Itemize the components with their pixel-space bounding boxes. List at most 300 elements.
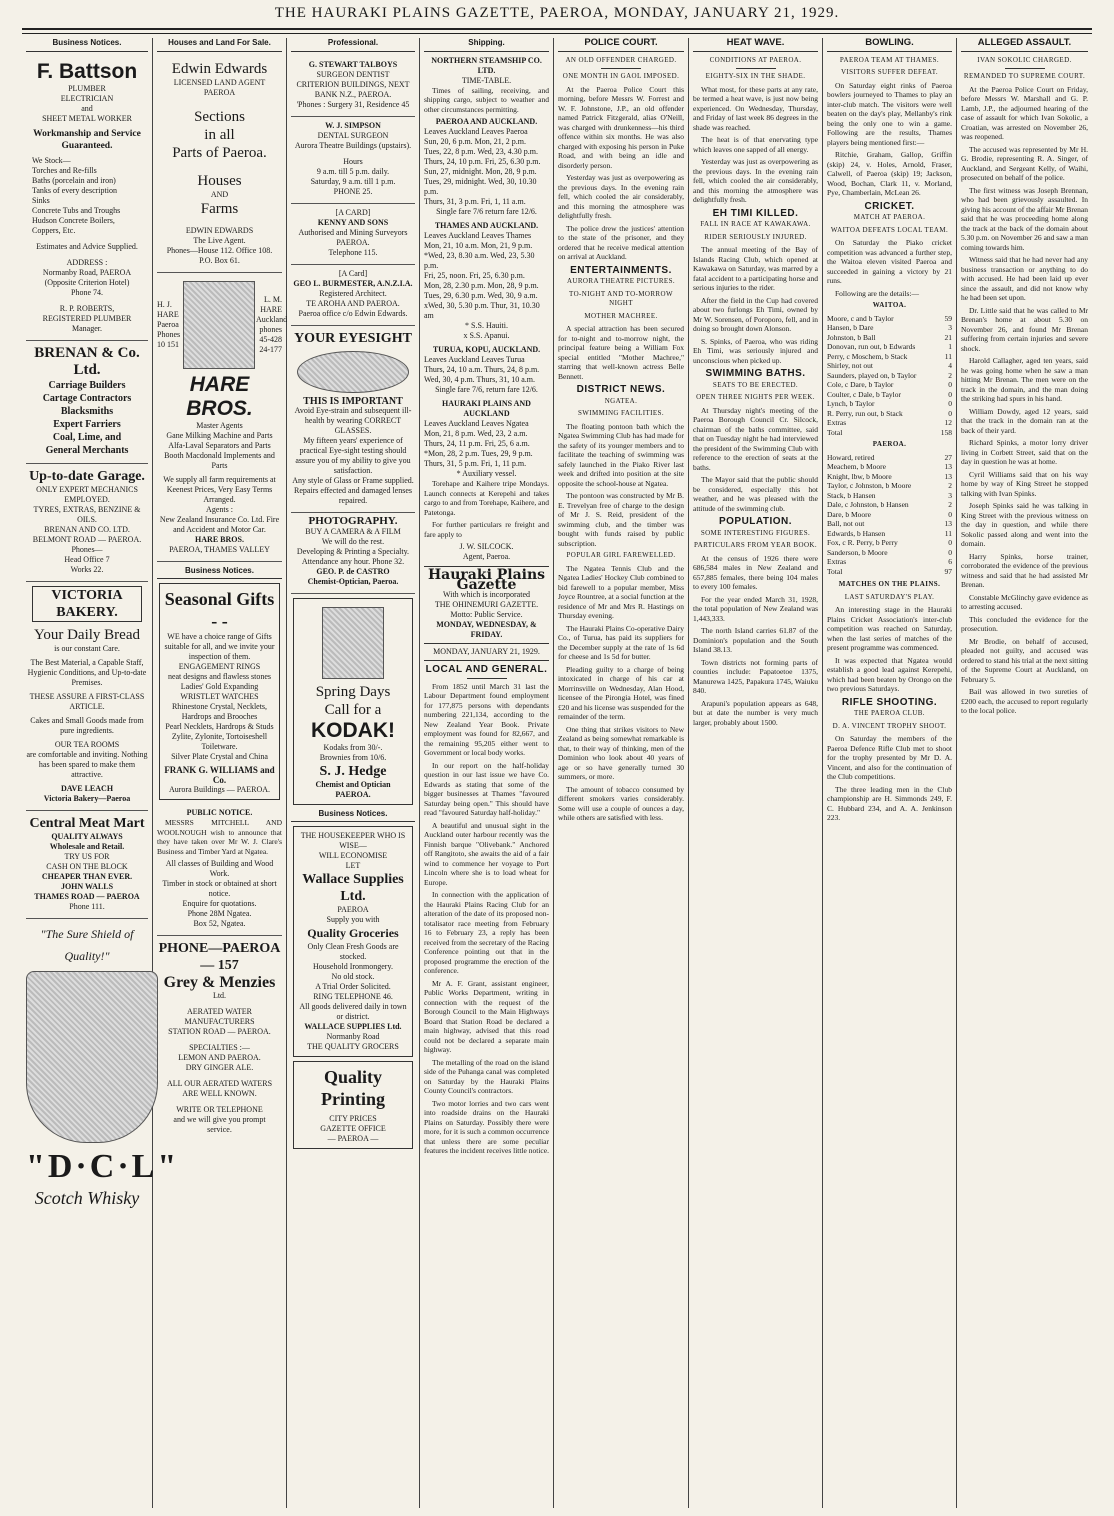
scorecard-row	[827, 418, 952, 428]
runs: 13	[944, 462, 952, 471]
scorecard-row	[827, 481, 952, 491]
route-row: Thurs, 24, 10 p.m. Fri, 25, 6.30 p.m.	[424, 157, 541, 166]
runs: 2	[948, 370, 952, 380]
runs: 97	[944, 566, 952, 576]
route-fare: Single fare 7/6 return fare 12/6.	[436, 207, 537, 216]
article-subhead: LAST SATURDAY'S PLAY.	[844, 592, 935, 601]
runs: 12	[944, 418, 952, 427]
garage-line: ONLY EXPERT MECHANICS EMPLOYED.	[36, 484, 138, 504]
hare-brand: HARE BROS.	[186, 372, 253, 420]
grey-line: LEMON AND PAEROA.	[178, 1053, 261, 1062]
article-paragraph: Two motor lorries and two cars went into roadside drains on the Hauraki Plains on Saturday. Possibly there were more, for it is such a common occurrence that unless there are some peculiar features the incident receives little notice.	[424, 1098, 549, 1155]
scorecard-row	[827, 323, 952, 333]
bakery-ad	[26, 582, 148, 811]
edwards-sig: EDWIN EDWARDS	[185, 225, 254, 235]
route-row: *Wed, 23, 8.30 a.m. Wed, 23, 5.30 p.m.	[424, 251, 535, 270]
article-paragraph: The amount of tobacco consumed by different smokers varies considerably. Some will use a couple of ounces a day, while others are satisfied with less.	[558, 784, 684, 822]
column-header: Houses and Land For Sale.	[157, 38, 282, 52]
article-subhead: EIGHTY-SIX IN THE SHADE.	[705, 72, 806, 80]
article-paragraph: Witness said that he had never had any business transaction or anything to do with accused. He had been laid up ever since the assault, and did not know why he had been set upon.	[961, 255, 1088, 302]
runs: 3	[948, 490, 952, 500]
wallace-line: All goods delivered daily in town or district.	[299, 1002, 407, 1021]
battson-stock-item: Coppers, Etc.	[32, 225, 76, 235]
garage-line: Works 22.	[70, 564, 104, 574]
grey-line: MANUFACTURERS	[184, 1017, 255, 1026]
grey-line: SPECIALTIES :—	[189, 1043, 250, 1052]
edwards-title: LICENSED LAND AGENT	[173, 77, 266, 87]
photo-sub: Chemist-Optician, Paeroa.	[307, 576, 399, 586]
article-paragraph: The floating pontoon bath which the Ngatea Swimming Club has had made for the safety of its younger members and to facilitate the teaching of swimming was safely launched in the Piako River last week and drifted into position at the site opposite the school-house at Ngatea.	[558, 421, 684, 488]
scorecard-row	[827, 472, 952, 482]
article-subhead: NGATEA.	[604, 396, 638, 405]
seasonal-item: Zylite, Zylonite, Tortoiseshell Toiletware.	[171, 732, 268, 751]
route-cols: Leaves Auckland Leaves Turua	[424, 355, 525, 364]
article-paragraph: Following are the details:—	[835, 288, 919, 298]
article-paragraph: Bail was allowed in two sureties of £200 each, the accused to report regularly to the local police.	[961, 687, 1088, 715]
batsman: Cole, c Dare, b Taylor	[827, 380, 894, 389]
wallace-line: THE HOUSEKEEPER WHO IS WISE—	[300, 831, 406, 850]
scorecard-row	[827, 352, 952, 362]
article-paragraph: The pontoon was constructed by Mr B. E. Trevelyan free of charge to the design of Mr J. S. Reid, president of the swimming club, and the timber was bought with funds raised by public subscription.	[558, 491, 684, 548]
route-row: Tues, 29, midnight. Wed, 30, 10.30 p.m.	[424, 177, 537, 196]
scorecard-row	[827, 390, 952, 400]
kenny-line: PAEROA.	[336, 237, 370, 247]
runs: 0	[948, 380, 952, 389]
article-subhead: VISITORS SUFFER DEFEAT.	[840, 68, 939, 76]
route-row: Thurs, 24, 11 p.m. Fri, 25, 6 a.m.	[424, 439, 530, 448]
grey-line: service.	[207, 1125, 232, 1134]
column-header: Shipping.	[424, 38, 549, 52]
separator	[1005, 68, 1045, 69]
garage-line: TYRES, EXTRAS, BENZINE & OILS.	[33, 504, 141, 524]
article-subhead: MATCHES ON THE PLAINS.	[838, 580, 941, 588]
runs: 0	[948, 408, 952, 418]
batsman: Coulter, c Dale, b Taylor	[827, 389, 902, 399]
article-paragraph: The three leading men in the Club championship are H. Simmonds 249, F. C. Hubbard 234, and A. A. Jenkinson 223.	[827, 784, 952, 822]
article-paragraph: The police drew the justices' attention to the state of the prisoner, and they ordered that he receive medical attention on arrival at Auckland.	[558, 223, 684, 261]
runs: 2	[948, 481, 952, 490]
edwards-name: Edwin Edwards	[171, 60, 268, 77]
masthead-rule-thin	[22, 33, 1092, 34]
scorecard-row	[827, 342, 952, 352]
section-heading: ENTERTAINMENTS.	[570, 264, 672, 276]
runs: 4	[948, 361, 952, 370]
batsman: Lynch, b Taylor	[827, 399, 875, 408]
batsman: Hansen, b Dare	[827, 323, 874, 332]
route-row: Fri, 25, noon. Fri, 25, 6.30 p.m.	[424, 271, 525, 280]
runs: 59	[944, 313, 952, 323]
scorecard-waitoa	[827, 314, 952, 438]
battson-ad	[26, 56, 148, 341]
route-title: PAEROA AND AUCKLAND.	[435, 117, 538, 126]
scorecard-row	[827, 491, 952, 501]
battson-phone: Phone 74.	[71, 287, 103, 297]
kodak-line: Spring Days	[315, 683, 391, 700]
photo-line: Developing & Printing a Specialty.	[296, 546, 410, 556]
scorecard-team: PAEROA.	[872, 440, 907, 448]
seasonal-item: Rhinestone Crystal, Necklets, Hardrops and Brooches	[171, 702, 268, 721]
article-subhead: OPEN THREE NIGHTS PER WEEK.	[696, 393, 815, 401]
seasonal-intro: WE have a choice range of Gifts suitable for all, and we invite your inspection of them.	[164, 632, 275, 661]
batsman: Howard, retired	[827, 452, 875, 462]
battson-estimates: Estimates and Advice Supplied.	[36, 241, 138, 251]
camera-icon	[322, 607, 384, 679]
kodak-line: Kodaks from 30/-.	[323, 742, 383, 752]
article-subhead: POPULAR GIRL FAREWELLED.	[566, 551, 676, 559]
notice-header: PUBLIC NOTICE.	[186, 808, 253, 817]
printing-line: GAZETTE OFFICE	[320, 1124, 386, 1133]
shipping-timetable: TIME-TABLE.	[461, 75, 512, 85]
masthead: THE HAURAKI PLAINS GAZETTE, PAEROA, MONDAY, JANUARY 21, 1929.	[274, 5, 840, 21]
photography-ad	[291, 513, 415, 594]
kodak-ad	[293, 598, 413, 805]
battson-stock-item: Torches and Re-fills	[32, 165, 97, 175]
kodak-name: S. J. Hedge	[319, 763, 387, 779]
batsman: Stack, b Hansen	[827, 490, 876, 500]
batsman: Dale, c Johnston, b Hansen	[827, 500, 909, 509]
bakery-tag: The Best Material, a Capable Staff, Hygienic Conditions, and Up-to-date Premises.	[27, 657, 147, 687]
hare-line: We supply all farm requirements at Keenest Prices, Very Easy Terms Arranged.	[163, 474, 276, 504]
brenan-service: Carriage Builders	[48, 379, 126, 391]
batsman: Donovan, run out, b Edwards	[827, 342, 916, 351]
runs: 0	[948, 509, 952, 519]
runs: 0	[948, 547, 952, 557]
runs: 1	[948, 342, 952, 351]
columns	[22, 38, 1092, 1508]
grey-line: ARE WELL KNOWN.	[182, 1089, 257, 1098]
roberts-line: REGISTERED PLUMBER	[42, 313, 132, 323]
scorecard-row	[827, 380, 952, 390]
battson-slogan: Workmanship and Service Guaranteed.	[33, 128, 141, 151]
batsman: R. Perry, run out, b Stack	[827, 408, 903, 418]
scorecard-team: WAITOA.	[872, 301, 907, 309]
bakery-tag: Your Daily Bread	[34, 626, 140, 643]
wallace-line: WILL ECONOMISE	[318, 851, 388, 860]
scorecard-row	[827, 409, 952, 419]
route-row: Sun, 27, midnight. Mon, 28, 9 p.m.	[424, 167, 537, 176]
simpson-line: 9 a.m. till 5 p.m. daily.	[316, 166, 390, 176]
scorecard-row	[827, 529, 952, 539]
runs: 158	[940, 427, 952, 437]
batsman: Total	[827, 427, 843, 437]
meat-line: QUALITY ALWAYS	[51, 831, 123, 841]
section-heading: CRICKET.	[864, 200, 915, 212]
meat-line: CASH ON THE BLOCK	[46, 861, 128, 871]
route-cols: Leaves Auckland Leaves Ngatea	[424, 419, 529, 428]
runs: 11	[944, 351, 952, 361]
article-subhead: PAEROA TEAM AT THAMES.	[839, 55, 940, 64]
article-paragraph: Yesterday was just as overpowering as the previous days. In the evening rain fell, which cooled the air considerably, and this morning the atmosphere was delightfully fresh.	[693, 157, 818, 204]
batsman: Saunders, played on, b Taylor	[827, 370, 917, 380]
wallace-line: Normanby Road	[326, 1032, 380, 1041]
article-subhead: IVAN SOKOLIC CHARGED.	[977, 55, 1072, 64]
article-paragraph: Constable McGlinchy gave evidence as to arresting accused.	[961, 592, 1088, 611]
batsman: Dare, b Moore	[827, 509, 871, 519]
runs: 27	[944, 452, 952, 462]
article-paragraph: Pleading guilty to a charge of being intoxicated in charge of his car at Morrinsville on Wednesday, Alan Hood, licensee of the Pirongia Hotel, was fined £20 and his license was suspended for the remainder of the term.	[558, 664, 684, 721]
garage-line: BRENAN AND CO. LTD.	[44, 524, 130, 534]
simpson-phone: PHONE 25.	[333, 186, 373, 196]
route-row: Wed, 30, 4 p.m. Thurs, 31, 10 a.m.	[424, 375, 535, 384]
eyesight-ad	[291, 326, 415, 514]
eyesight-line: Any style of Glass or Frame supplied.	[292, 476, 414, 485]
article-paragraph: Yesterday was just as overpowering as the previous days. In the evening rain fell, which cooled the air considerably, and this morning the atmosphere was delightfully fresh.	[558, 173, 684, 220]
dcl-product: Scotch Whisky	[34, 1187, 140, 1208]
talboys-ad	[291, 56, 415, 117]
printing-ad	[293, 1061, 413, 1149]
article-paragraph: What most, for these parts at any rate, be termed a heat wave, is just now being experienced. On Wednesday, Thursday, and Friday of last week 86 degrees in the shade was reached.	[693, 84, 818, 132]
article-paragraph: The metalling of the road on the island side of the Puhanga canal was completed on Saturday by the Hauraki Plains County Council's contractors.	[424, 1057, 549, 1095]
route-row: Thurs, 31, 5 p.m. Fri, 1, 11 p.m.	[424, 459, 527, 468]
route-row: xWed, 30, 5.30 p.m. Thur, 31, 10.30 am	[424, 301, 540, 320]
meat-name: Central Meat Mart	[29, 815, 145, 831]
wallace-line: WALLACE SUPPLIES Ltd.	[304, 1022, 402, 1031]
scorecard-row	[827, 314, 952, 324]
photo-name: GEO. P. de CASTRO	[316, 566, 390, 576]
route-note: For further particulars re freight and fare apply to	[424, 520, 549, 539]
section-heading: LOCAL AND GENERAL.	[425, 664, 548, 675]
edwards-town: PAEROA	[203, 87, 236, 97]
eye-icon	[297, 351, 409, 393]
hare-line: New Zealand Insurance Co. Ltd. Fire and Accident and Motor Car.	[159, 514, 280, 534]
article-paragraph: On Saturday the members of the Paeroa Defence Rifle Club met to shoot for the trophy presented by Mr D. A. Vincent, and also for the continuation of the Club competitions.	[827, 734, 952, 781]
section-heading: RIFLE SHOOTING.	[841, 696, 938, 708]
wallace-line: RING TELEPHONE 46.	[313, 992, 393, 1001]
route-row: Tues, 22, 8 p.m. Wed, 23, 4.30 p.m.	[424, 147, 539, 156]
article-paragraph: The annual meeting of the Bay of Islands Racing Club, which opened at Kawakawa on Saturday, was marred by a fatal accident to a participating horse and serious injuries to the rider.	[693, 245, 818, 292]
meat-line: Wholesale and Retail.	[49, 841, 125, 851]
photo-line: BUY A CAMERA & A FILM	[305, 526, 401, 536]
column-header: Business Notices.	[26, 38, 148, 52]
article-paragraph: It was expected that Ngatea would establish a good lead against Kerepehi, which had been beaten by Orongo on the two previous Saturdays.	[827, 655, 952, 693]
route-row: Thurs, 31, 3 p.m. Fri, 1, 11 a.m.	[424, 197, 526, 206]
article-paragraph: The Mayor said that the public should be considered, especially this hot weather, and he was pleased with the attitude of the swimming club.	[693, 475, 818, 513]
scorecard-row	[827, 538, 952, 548]
burmester-name: GEO L. BURMESTER, A.N.Z.I.A.	[293, 278, 413, 288]
article-paragraph: In connection with the application of the Hauraki Plains Racing Club for an alteration of the date of its proposed non-totalisator race meeting from February 16 to February 23, a reply has been received from the secretary of the Racing Conference pointing out that in the proposed programme the erection of the conference.	[424, 890, 549, 975]
gazette-line: MONDAY, WEDNESDAY, & FRIDAY.	[424, 620, 549, 644]
wallace-line: Supply you with	[326, 915, 380, 924]
simpson-line: Saturday, 9 a.m. till 1 p.m.	[310, 176, 396, 186]
article-subhead: REMANDED TO SUPREME COURT.	[963, 72, 1086, 80]
article-paragraph: In our report on the half-holiday question in our last issue we have Co. Edwards as stating that some of the bigger businesses at Thames "favoured Saturday being open." This should have read "favoured Saturday half-holiday."	[424, 760, 549, 817]
notice-line: Phone 28M Ngatea.	[187, 909, 252, 918]
bakery-tag: are comfortable and inviting. Nothing has been spared to make them attractive.	[26, 749, 148, 779]
scorecard-row	[827, 462, 952, 472]
route-row: Mon, 21, 10 a.m. Mon, 21, 9 p.m.	[424, 241, 533, 250]
article-paragraph: The Hauraki Plains Co-operative Dairy Co., of Turua, has paid its suppliers for the December supply at the rate of 1s 6d for cheese and 1s 5d for butter.	[558, 623, 684, 661]
edwards-sig2: The Live Agent.	[193, 235, 246, 245]
runs: 13	[944, 519, 952, 528]
grey-line: ALL OUR AERATED WATERS	[166, 1079, 273, 1088]
seasonal-firm: FRANK G. WILLIAMS and Co.	[164, 765, 275, 785]
batsman: Extras	[827, 557, 847, 566]
eyesight-line: Avoid Eye-strain and subsequent ill-health by wearing CORRECT GLASSES.	[294, 406, 412, 435]
article-paragraph: Dr. Little said that he was called to Mr Brenan's home at about 5.30 on November 26, and found Mr Brenan suffering from certain injuries and severe shock.	[961, 305, 1088, 353]
article-paragraph: Ritchie, Graham, Gallop, Griffin (skip) 24, v. Holes, Arnold, Fraser, Calwell, of Paeroa (skip) 19; Jackson, Wood, Bochan, Clark 11, v. Morland, Pye, Chamberlain, McLean 26.	[827, 150, 952, 197]
article-paragraph: Cyril Williams said that on his way home by way of King Street he stopped talking with Ivan Spinks.	[961, 469, 1088, 498]
route-row: *Mon, 28, 2 p.m. Tues, 29, 9 p.m.	[424, 449, 533, 458]
article-paragraph: This concluded the evidence for the prosecution.	[961, 614, 1088, 633]
talboys-phones: 'Phones : Surgery 31, Residence 45	[296, 99, 410, 109]
article-subhead: WAITOA DEFEATS LOCAL TEAM.	[830, 225, 949, 234]
edwards-farms: Farms	[200, 200, 239, 217]
route-row: Mon, 28, 2.30 p.m. Mon, 28, 9 p.m.	[424, 281, 539, 290]
bakery-owner2: Victoria Bakery—Paeroa	[43, 793, 131, 803]
dcl-ad	[26, 919, 180, 1215]
simpson-addr: Aurora Theatre Buildings (upstairs).	[294, 140, 412, 150]
hare-emblem-icon	[183, 281, 255, 369]
column-shipping	[420, 38, 554, 1508]
grey-line: STATION ROAD — PAEROA.	[168, 1027, 271, 1036]
section-heading: DISTRICT NEWS.	[576, 384, 666, 395]
garage-title: Up-to-date Garage.	[29, 468, 145, 484]
public-notice	[157, 804, 282, 936]
article-paragraph: From 1852 until March 31 last the Labour Department found employment for 177,875 persons with dependants numbering 221,134, according to the New Zealand Year Book. Private employment was found for 82,667, and the remaining 95,205 either went to Government or local body works.	[424, 681, 549, 757]
route-cols: Leaves Auckland Leaves Thames	[424, 231, 532, 240]
runs: 0	[948, 389, 952, 399]
brenan-service: Coal, Lime, and	[52, 431, 122, 443]
hare-line: Master Agents	[196, 420, 243, 430]
bakery-owner: DAVE LEACH	[60, 783, 114, 793]
simpson-ad	[291, 117, 415, 204]
battson-line: SHEET METAL WORKER	[42, 113, 132, 123]
edwards-houses: Houses	[197, 172, 242, 189]
seasonal-item: neat designs and flawless stones	[167, 672, 272, 681]
edwards-box: P.O. Box 61.	[199, 255, 240, 265]
article-subhead: FALL IN RACE AT KAWAKAWA.	[700, 220, 811, 228]
photo-line: We will do the rest.	[321, 536, 385, 546]
simpson-title: DENTAL SURGEON	[317, 130, 389, 140]
grey-menzies-ad	[157, 936, 282, 1141]
scorecard-row	[827, 361, 952, 371]
column-bowling-cricket	[823, 38, 957, 1508]
seasonal-item: Pearl Necklets, Hardrops & Studs	[165, 722, 274, 731]
battson-stock-item: Sinks	[32, 195, 50, 205]
article-subhead: MOTHER MACHREE.	[584, 311, 658, 320]
grey-ltd: Ltd.	[212, 991, 227, 1000]
kodak-line: Call for a	[324, 701, 382, 718]
wallace-line: PAEROA	[337, 905, 369, 914]
shipping-intro: Times of sailing, receiving, and shipping cargo, subject to weather and other circumstances permitting.	[424, 85, 549, 114]
battson-stock-item: Hudson Concrete Boilers,	[32, 215, 115, 225]
seasonal-item: ENGAGEMENT RINGS	[178, 662, 261, 671]
article-subhead: SOME INTERESTING FIGURES.	[700, 528, 811, 537]
burmester-line: Paeroa office c/o Edwin Edwards.	[298, 308, 408, 318]
wallace-ad	[293, 826, 413, 1057]
wallace-groceries: Quality Groceries	[307, 926, 399, 940]
runs: 11	[944, 528, 952, 538]
scorecard-row	[827, 519, 952, 529]
kodak-title: KODAK!	[311, 718, 395, 742]
kenny-ad	[291, 204, 415, 265]
garage-ad	[26, 464, 148, 582]
shipping-company: NORTHERN STEAMSHIP CO. LTD.	[431, 55, 542, 75]
scorecard-row	[827, 500, 952, 510]
printing-title: Quality Printing	[320, 1067, 385, 1109]
column-header: BOWLING.	[827, 38, 952, 52]
article-paragraph: Harry Spinks, horse trainer, corroborated the evidence of the previous witness and said that he had assisted Mr Brenan.	[961, 551, 1088, 589]
route-cols: Leaves Auckland Leaves Paeroa	[424, 127, 528, 136]
simpson-name: W. J. SIMPSON	[325, 120, 381, 130]
runs: 2	[948, 500, 952, 509]
battson-stock-intro: We Stock—	[32, 155, 71, 165]
grey-line: WRITE OR TELEPHONE	[176, 1105, 263, 1114]
gazette-date: MONDAY, JANUARY 21, 1929.	[424, 644, 549, 661]
notice-body: MESSRS MITCHELL AND WOOLNOUGH wish to announce that they have taken over Mr W. J. Clare's Business and Timber Yard at Ngatea.	[157, 818, 282, 856]
bakery-tag: Cakes and Small Goods made from pure ingredients.	[30, 715, 144, 735]
hare-line: Agents :	[206, 504, 233, 514]
article-paragraph: Mr A. F. Grant, assistant engineer, Public Works Department, writing in connection with the request of the Borough Council to the Main Highways Board that Station Road be declared a main highway, advised that this road could not be declared a separate main highway.	[424, 978, 549, 1054]
kodak-sub: Chemist and Optician PAEROA.	[315, 779, 391, 799]
brenan-service: Cartage Contractors	[42, 392, 132, 404]
battson-address: Normanby Road, PAEROA	[42, 267, 132, 277]
wallace-line: THE QUALITY GROCERS	[307, 1042, 399, 1051]
wallace-line: Only Clean Fresh Goods are stocked.	[307, 942, 399, 961]
section-heading: EH TIMI KILLED.	[712, 207, 799, 219]
batsman: Johnston, b Ball	[827, 332, 876, 342]
burmester-line: TE AROHA AND PAEROA.	[306, 298, 400, 308]
notice-line: All classes of Building and Wood Work.	[165, 859, 274, 878]
batsman: Total	[827, 566, 843, 576]
seasonal-title: Seasonal Gifts - -	[164, 589, 275, 631]
notice-line: Enquire for quotations.	[182, 899, 257, 908]
gazette-line: Motto: Public Service.	[450, 610, 523, 619]
bakery-tag: THESE ASSURE A FIRST-CLASS ARTICLE.	[29, 691, 145, 711]
bakery-tag: OUR TEA ROOMS	[54, 739, 120, 749]
garage-line: Phones—	[71, 544, 103, 554]
kodak-line: Brownies from 10/6.	[319, 752, 387, 762]
printing-line: CITY PRICES	[329, 1114, 377, 1123]
meat-line: JOHN WALLS	[60, 881, 114, 891]
meat-line: TRY US FOR	[64, 851, 110, 861]
article-subhead: TO-NIGHT AND TO-MORROW NIGHT	[569, 289, 673, 307]
photo-title: PHOTOGRAPHY.	[308, 515, 398, 527]
article-paragraph: Mr Brodie, on behalf of accused, pleaded not guilty, and accused was ordered to stand his trial at the next sitting of the Supreme Court at Auckland, on February 5.	[961, 636, 1088, 684]
wallace-line: No old stock.	[331, 972, 375, 981]
column-header: HEAT WAVE.	[693, 38, 818, 52]
battson-name: F. Battson	[36, 59, 138, 83]
edwards-ad	[157, 56, 282, 273]
dcl-brand: "D·C·L"	[26, 1147, 180, 1185]
article-paragraph: At the census of 1926 there were 686,584 males in New Zealand and 657,885 females, there being 104 males to every 100 females.	[693, 553, 818, 591]
separator	[467, 678, 507, 679]
hare-line: PAEROA, THAMES VALLEY	[169, 544, 270, 554]
battson-line: ELECTRICIAN	[60, 93, 114, 103]
edwards-line: Parts of Paeroa.	[172, 144, 267, 161]
article-paragraph: S. Spinks, of Paeroa, who was riding Eh Timi, was seriously injured and unconscious when picked up.	[693, 336, 818, 365]
article-paragraph: One thing that strikes visitors to New Zealand as being somewhat remarkable is that, to their way of thinking, men of the Dominion who look about 40 years of age or so have generally turned 30 summers, or more.	[558, 724, 684, 781]
article-subhead: MATCH AT PAEROA.	[853, 213, 926, 221]
talboys-addr: CRITERION BUILDINGS, NEXT BANK N.Z., PAEROA.	[296, 79, 410, 99]
brenan-service: General Merchants	[45, 444, 129, 456]
grey-name: Grey & Menzies	[163, 974, 276, 991]
batsman: Perry, c Moschem, b Stack	[827, 351, 908, 361]
column-alleged-assault	[957, 38, 1092, 1508]
article-paragraph: William Dowdy, aged 12 years, said that the track in the domain ran at the back of their yard.	[961, 406, 1088, 435]
agent-title: Agent, Paeroa.	[424, 552, 549, 567]
brenan-name: BRENAN & Co. Ltd.	[34, 344, 140, 378]
column-professional	[287, 38, 420, 1508]
section-heading: SWIMMING BATHS.	[705, 368, 806, 379]
brenan-ad	[26, 341, 148, 464]
route-title: HAURAKI PLAINS AND AUCKLAND	[442, 399, 531, 418]
eyesight-sub: THIS IS IMPORTANT	[303, 395, 403, 407]
runs: 3	[948, 323, 952, 332]
grey-line: AERATED WATER	[187, 1007, 252, 1016]
column-header: Business Notices.	[291, 809, 415, 823]
battson-address-label: ADDRESS :	[66, 257, 108, 267]
